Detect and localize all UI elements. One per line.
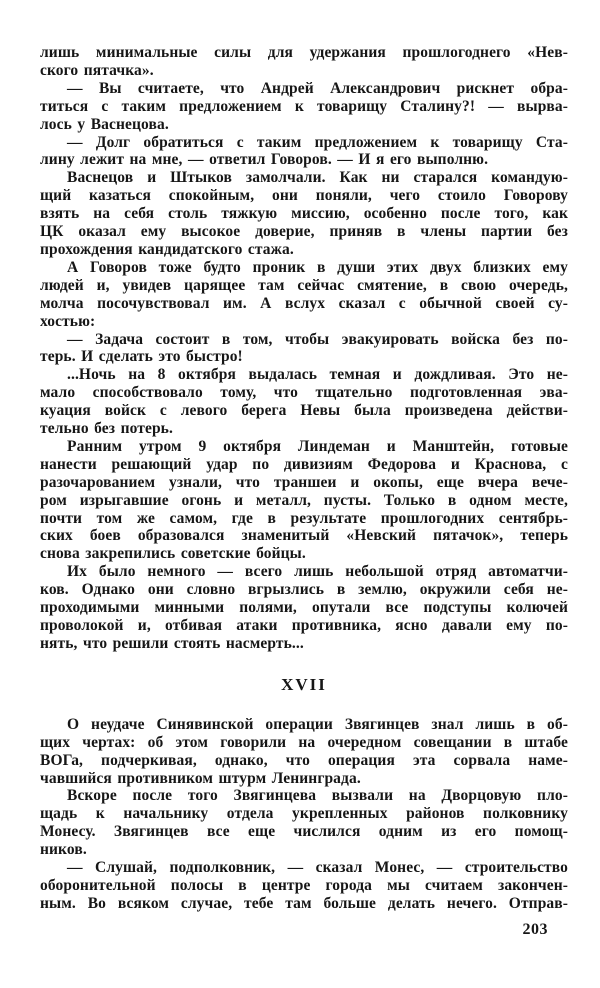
paragraph (40, 716, 568, 788)
text-line: нять, что решили стоять насмерть... (40, 634, 304, 652)
text-line: — Слушай, подполковник, — сказал Монес, — строительство (67, 859, 568, 877)
text-line: проходимыми минными полями, опутали все подступы колючей (40, 599, 568, 617)
paragraph (40, 44, 568, 80)
text-line: лось у Васнецова. (40, 115, 169, 133)
text-line: Их было немного — всего лишь небольшой отряд автоматчи- (67, 563, 568, 581)
text-section-before-heading (40, 44, 568, 653)
text-line: А Говоров тоже будто проник в души этих двух близких ему (67, 258, 568, 276)
text-line: титься с таким предложением к товарищу Сталину?! — вырва- (40, 97, 568, 115)
paragraph (40, 366, 568, 438)
paragraph (40, 169, 568, 259)
text-line: ков. Однако они словно вгрызлись в землю, окружили себя не- (40, 581, 568, 599)
text-line: ского пятачка». (40, 61, 154, 79)
paragraph (40, 80, 568, 134)
text-line: снова закрепились советские бойцы. (40, 545, 306, 563)
text-line: лину лежит на мне, — ответил Говоров. — И я его выполню. (40, 151, 489, 169)
text-line: ЦК оказал ему высокое доверие, приняв в члены партии без (40, 223, 568, 241)
text-line: Монесу. Звягинцев все еще числился одним из его помощ- (40, 823, 568, 841)
paragraph (40, 438, 568, 563)
text-line: терь. И сделать это быстро! (40, 348, 243, 366)
text-line: Васнецов и Штыков замолчали. Как ни старался командую- (67, 169, 568, 187)
text-line: ников. (40, 841, 87, 859)
text-line: — Задача состоит в том, чтобы эвакуировать войска без по- (67, 330, 568, 348)
text-line: Вскоре после того Звягинцева вызвали на Дворцовую пло- (67, 787, 568, 805)
text-section-after-heading (40, 716, 568, 913)
paragraph (40, 331, 568, 367)
text-line: ром изрыгавшие огонь и металл, пусты. Только в одном месте, (40, 491, 568, 509)
text-line: О неудаче Синявинской операции Звягинцев знал лишь в об- (67, 715, 568, 733)
text-line: — Долг обратиться с таким предложением к товарищу Ста- (67, 133, 568, 151)
paragraph (40, 134, 568, 170)
paragraph (40, 563, 568, 653)
text-line: взять на себя столь тяжкую миссию, особенно после того, как (40, 205, 568, 223)
text-line: ...Ночь на 8 октября выдалась темная и дождливая. Это не- (67, 366, 568, 384)
text-line: щих чертах: об этом говорили на очередном совещании в штабе (40, 733, 568, 751)
text-line: Ранним утром 9 октября Линдеман и Манштейн, готовые (67, 437, 568, 455)
text-line: чавшийся противником штурм Ленинграда. (40, 769, 361, 787)
text-line: куация войск с левого берега Невы была произведена действи- (40, 402, 568, 420)
text-line: ских боев образовался знаменитый «Невский пятачок», теперь (40, 527, 568, 545)
text-line: прохождения кандидатского стажа. (40, 240, 294, 258)
text-line: щий казаться спокойным, они поняли, чего стоило Говорову (40, 187, 568, 205)
page-number: 203 (522, 921, 548, 938)
text-line: нанести решающий удар по дивизиям Федорова и Краснова, с (40, 455, 568, 473)
text-line: людей и, увидев царящее там сейчас смятение, в свою очередь, (40, 276, 568, 294)
text-line: щадь к начальнику отдела укрепленных районов полковнику (40, 805, 568, 823)
text-line: ным. Во всяком случае, тебе там больше делать нечего. Отправ- (40, 894, 568, 912)
text-line: молча посочувствовал им. А вслух сказал с обычной своей су- (40, 294, 568, 312)
paragraph (40, 259, 568, 331)
chapter-heading: XVII (281, 674, 327, 694)
paragraph (40, 787, 568, 859)
text-line: проволокой и, отбивая атаки противника, ясно давали ему по- (40, 617, 568, 634)
text-line: разочарованием узнали, что траншеи и окопы, еще вчера вече- (40, 473, 568, 491)
text-line: оборонительной полосы в центре города мы считаем закончен- (40, 876, 568, 894)
text-line: ВОГа, подчеркивая, однако, что операция эта сорвала наме- (40, 751, 568, 769)
text-line: лишь минимальные силы для удержания прошлогоднего «Нев- (40, 44, 568, 61)
text-line: хостью: (40, 312, 96, 330)
text-line: — Вы считаете, что Андрей Александрович рискнет обра- (67, 79, 568, 97)
text-line: почти том же самом, где в результате прошлогодних сентябрь- (40, 509, 568, 527)
text-line: тельно без потерь. (40, 420, 173, 438)
paragraph (40, 859, 568, 913)
text-line: мало способствовало тому, что тщательно подготовленная эва- (40, 384, 568, 402)
text-column (40, 44, 568, 913)
